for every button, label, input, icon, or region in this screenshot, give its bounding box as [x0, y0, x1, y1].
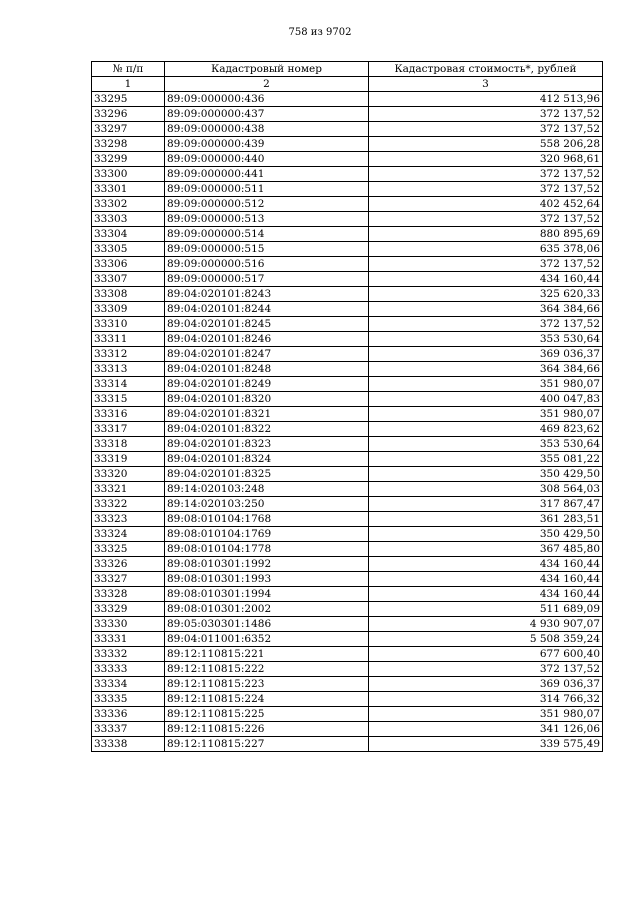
- table-row: [92, 107, 603, 122]
- row-number-cell: 33311: [92, 332, 165, 347]
- cadastral-number-cell: 89:09:000000:513: [165, 212, 369, 227]
- cadastral-number-cell: 89:04:020101:8249: [165, 377, 369, 392]
- cadastral-number-cell: 89:08:010301:1993: [165, 572, 369, 587]
- table-row: [92, 737, 603, 752]
- row-number-cell: 33310: [92, 317, 165, 332]
- cadastral-value-cell: 5 508 359,24: [369, 632, 603, 647]
- table-row: [92, 467, 603, 482]
- table-row: [92, 602, 603, 617]
- cadastral-number-cell: 89:08:010301:2002: [165, 602, 369, 617]
- table-row: [92, 572, 603, 587]
- cadastral-value-cell: 4 930 907,07: [369, 617, 603, 632]
- cadastral-value-cell: 372 137,52: [369, 212, 603, 227]
- row-number-cell: 33323: [92, 512, 165, 527]
- cadastral-number-cell: 89:09:000000:437: [165, 107, 369, 122]
- table-row: [92, 647, 603, 662]
- cadastral-number-cell: 89:04:020101:8324: [165, 452, 369, 467]
- cadastral-value-cell: 317 867,47: [369, 497, 603, 512]
- row-number-cell: 33304: [92, 227, 165, 242]
- cadastral-value-cell: 434 160,44: [369, 587, 603, 602]
- cadastral-number-cell: 89:04:020101:8246: [165, 332, 369, 347]
- cadastral-value-cell: 372 137,52: [369, 107, 603, 122]
- table-row: [92, 212, 603, 227]
- cadastral-number-cell: 89:08:010301:1992: [165, 557, 369, 572]
- table-row: [92, 482, 603, 497]
- row-number-cell: 33330: [92, 617, 165, 632]
- row-number-cell: 33296: [92, 107, 165, 122]
- cadastral-value-table: [91, 61, 603, 752]
- cadastral-value-cell: 350 429,50: [369, 527, 603, 542]
- table-row: [92, 242, 603, 257]
- cadastral-number-cell: 89:05:030301:1486: [165, 617, 369, 632]
- table-row: [92, 302, 603, 317]
- cadastral-number-cell: 89:04:020101:8325: [165, 467, 369, 482]
- cadastral-value-cell: 364 384,66: [369, 302, 603, 317]
- cadastral-number-cell: 89:08:010301:1994: [165, 587, 369, 602]
- table-row: [92, 92, 603, 107]
- cadastral-value-cell: 314 766,32: [369, 692, 603, 707]
- row-number-cell: 33299: [92, 152, 165, 167]
- row-number-cell: 33332: [92, 647, 165, 662]
- cadastral-number-cell: 89:09:000000:439: [165, 137, 369, 152]
- table-row: [92, 437, 603, 452]
- row-number-cell: 33308: [92, 287, 165, 302]
- table-row: [92, 707, 603, 722]
- cadastral-value-cell: 434 160,44: [369, 572, 603, 587]
- cadastral-value-cell: 339 575,49: [369, 737, 603, 752]
- cadastral-value-cell: 364 384,66: [369, 362, 603, 377]
- table-body: [92, 92, 603, 752]
- cadastral-value-cell: 353 530,64: [369, 332, 603, 347]
- cadastral-number-cell: 89:14:020103:248: [165, 482, 369, 497]
- row-number-cell: 33324: [92, 527, 165, 542]
- cadastral-number-cell: 89:09:000000:516: [165, 257, 369, 272]
- cadastral-number-cell: 89:04:020101:8321: [165, 407, 369, 422]
- table-row: [92, 347, 603, 362]
- column-index-1: 1: [92, 77, 165, 92]
- cadastral-value-cell: 308 564,03: [369, 482, 603, 497]
- table-row: [92, 392, 603, 407]
- cadastral-number-cell: 89:12:110815:227: [165, 737, 369, 752]
- cadastral-value-cell: 351 980,07: [369, 407, 603, 422]
- row-number-cell: 33320: [92, 467, 165, 482]
- cadastral-value-cell: 412 513,96: [369, 92, 603, 107]
- cadastral-number-cell: 89:04:020101:8245: [165, 317, 369, 332]
- cadastral-value-cell: 325 620,33: [369, 287, 603, 302]
- table-row: [92, 527, 603, 542]
- cadastral-number-cell: 89:08:010104:1768: [165, 512, 369, 527]
- cadastral-number-cell: 89:09:000000:512: [165, 197, 369, 212]
- table-row: [92, 182, 603, 197]
- row-number-cell: 33336: [92, 707, 165, 722]
- table-row: [92, 662, 603, 677]
- row-number-cell: 33298: [92, 137, 165, 152]
- row-number-cell: 33313: [92, 362, 165, 377]
- cadastral-number-cell: 89:09:000000:511: [165, 182, 369, 197]
- row-number-cell: 33317: [92, 422, 165, 437]
- table-row: [92, 287, 603, 302]
- row-number-cell: 33301: [92, 182, 165, 197]
- table-row: [92, 377, 603, 392]
- table-row: [92, 542, 603, 557]
- row-number-cell: 33306: [92, 257, 165, 272]
- table-row: [92, 197, 603, 212]
- cadastral-value-cell: 400 047,83: [369, 392, 603, 407]
- table-row: [92, 152, 603, 167]
- cadastral-number-cell: 89:09:000000:436: [165, 92, 369, 107]
- row-number-cell: 33329: [92, 602, 165, 617]
- cadastral-number-cell: 89:14:020103:250: [165, 497, 369, 512]
- row-number-cell: 33305: [92, 242, 165, 257]
- row-number-cell: 33316: [92, 407, 165, 422]
- row-number-cell: 33318: [92, 437, 165, 452]
- cadastral-number-cell: 89:09:000000:515: [165, 242, 369, 257]
- table-row: [92, 497, 603, 512]
- table-row: [92, 632, 603, 647]
- cadastral-number-cell: 89:12:110815:226: [165, 722, 369, 737]
- cadastral-value-cell: 880 895,69: [369, 227, 603, 242]
- row-number-cell: 33334: [92, 677, 165, 692]
- cadastral-number-cell: 89:12:110815:225: [165, 707, 369, 722]
- row-number-cell: 33319: [92, 452, 165, 467]
- row-number-cell: 33333: [92, 662, 165, 677]
- cadastral-number-cell: 89:12:110815:222: [165, 662, 369, 677]
- row-number-cell: 33322: [92, 497, 165, 512]
- table-header-row: [92, 62, 603, 77]
- row-number-cell: 33309: [92, 302, 165, 317]
- cadastral-number-cell: 89:04:011001:6352: [165, 632, 369, 647]
- table-row: [92, 722, 603, 737]
- cadastral-number-cell: 89:09:000000:517: [165, 272, 369, 287]
- table-row: [92, 587, 603, 602]
- page-number-header: 758 из 9702: [288, 27, 352, 38]
- row-number-cell: 33331: [92, 632, 165, 647]
- cadastral-value-cell: 372 137,52: [369, 257, 603, 272]
- row-number-cell: 33337: [92, 722, 165, 737]
- header-cadastral-value: Кадастровая стоимость*, рублей: [369, 62, 603, 77]
- cadastral-value-cell: 558 206,28: [369, 137, 603, 152]
- cadastral-value-cell: 351 980,07: [369, 707, 603, 722]
- table-row: [92, 512, 603, 527]
- row-number-cell: 33338: [92, 737, 165, 752]
- table-row: [92, 167, 603, 182]
- cadastral-value-cell: 469 823,62: [369, 422, 603, 437]
- cadastral-value-cell: 372 137,52: [369, 182, 603, 197]
- cadastral-value-cell: 351 980,07: [369, 377, 603, 392]
- table-row: [92, 557, 603, 572]
- cadastral-value-cell: 341 126,06: [369, 722, 603, 737]
- cadastral-number-cell: 89:04:020101:8244: [165, 302, 369, 317]
- cadastral-value-cell: 402 452,64: [369, 197, 603, 212]
- cadastral-value-cell: 372 137,52: [369, 167, 603, 182]
- row-number-cell: 33300: [92, 167, 165, 182]
- row-number-cell: 33312: [92, 347, 165, 362]
- table-row: [92, 617, 603, 632]
- table-row: [92, 362, 603, 377]
- cadastral-number-cell: 89:12:110815:223: [165, 677, 369, 692]
- cadastral-number-cell: 89:04:020101:8248: [165, 362, 369, 377]
- row-number-cell: 33297: [92, 122, 165, 137]
- column-index-row: [92, 77, 603, 92]
- cadastral-number-cell: 89:09:000000:438: [165, 122, 369, 137]
- table-row: [92, 332, 603, 347]
- row-number-cell: 33321: [92, 482, 165, 497]
- cadastral-value-cell: 369 036,37: [369, 347, 603, 362]
- table-row: [92, 407, 603, 422]
- cadastral-value-cell: 677 600,40: [369, 647, 603, 662]
- cadastral-value-cell: 353 530,64: [369, 437, 603, 452]
- cadastral-number-cell: 89:08:010104:1769: [165, 527, 369, 542]
- row-number-cell: 33295: [92, 92, 165, 107]
- header-cadastral-number: Кадастровый номер: [165, 62, 369, 77]
- table-row: [92, 257, 603, 272]
- row-number-cell: 33326: [92, 557, 165, 572]
- row-number-cell: 33315: [92, 392, 165, 407]
- table-row: [92, 452, 603, 467]
- cadastral-number-cell: 89:09:000000:440: [165, 152, 369, 167]
- column-index-2: 2: [165, 77, 369, 92]
- row-number-cell: 33325: [92, 542, 165, 557]
- cadastral-number-cell: 89:12:110815:224: [165, 692, 369, 707]
- row-number-cell: 33303: [92, 212, 165, 227]
- cadastral-number-cell: 89:04:020101:8323: [165, 437, 369, 452]
- table-row: [92, 422, 603, 437]
- cadastral-value-cell: 369 036,37: [369, 677, 603, 692]
- cadastral-value-cell: 355 081,22: [369, 452, 603, 467]
- column-index-3: 3: [369, 77, 603, 92]
- table-row: [92, 272, 603, 287]
- cadastral-value-cell: 372 137,52: [369, 317, 603, 332]
- cadastral-value-cell: 372 137,52: [369, 122, 603, 137]
- table-row: [92, 677, 603, 692]
- cadastral-number-cell: 89:04:020101:8320: [165, 392, 369, 407]
- cadastral-value-cell: 434 160,44: [369, 272, 603, 287]
- cadastral-value-cell: 367 485,80: [369, 542, 603, 557]
- row-number-cell: 33327: [92, 572, 165, 587]
- cadastral-number-cell: 89:12:110815:221: [165, 647, 369, 662]
- table-row: [92, 137, 603, 152]
- cadastral-value-cell: 511 689,09: [369, 602, 603, 617]
- cadastral-number-cell: 89:08:010104:1778: [165, 542, 369, 557]
- cadastral-value-cell: 361 283,51: [369, 512, 603, 527]
- table-row: [92, 317, 603, 332]
- cadastral-value-cell: 320 968,61: [369, 152, 603, 167]
- cadastral-number-cell: 89:04:020101:8247: [165, 347, 369, 362]
- header-row-number: № п/п: [92, 62, 165, 77]
- row-number-cell: 33307: [92, 272, 165, 287]
- cadastral-number-cell: 89:04:020101:8322: [165, 422, 369, 437]
- table-row: [92, 122, 603, 137]
- cadastral-number-cell: 89:09:000000:441: [165, 167, 369, 182]
- row-number-cell: 33335: [92, 692, 165, 707]
- cadastral-value-cell: 635 378,06: [369, 242, 603, 257]
- cadastral-value-cell: 350 429,50: [369, 467, 603, 482]
- cadastral-number-cell: 89:09:000000:514: [165, 227, 369, 242]
- row-number-cell: 33302: [92, 197, 165, 212]
- cadastral-value-cell: 434 160,44: [369, 557, 603, 572]
- table-row: [92, 692, 603, 707]
- table-row: [92, 227, 603, 242]
- row-number-cell: 33314: [92, 377, 165, 392]
- row-number-cell: 33328: [92, 587, 165, 602]
- cadastral-value-cell: 372 137,52: [369, 662, 603, 677]
- cadastral-number-cell: 89:04:020101:8243: [165, 287, 369, 302]
